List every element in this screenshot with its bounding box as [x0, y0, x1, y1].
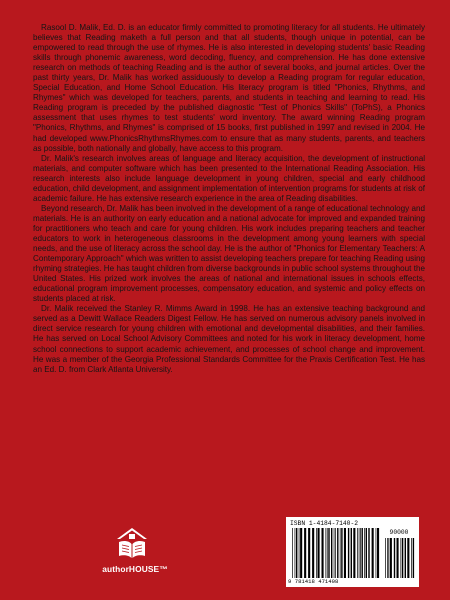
publisher-logo	[90, 527, 180, 577]
ean-digits-text: 9 781418 471408	[288, 578, 339, 585]
isbn-barcode	[286, 517, 419, 587]
ean-barcode-bars	[292, 528, 380, 578]
bio-paragraph: Dr. Malik received the Stanley R. Mimms Award in 1998. He has an extensive teaching background and served as a Dewitt Wallace Readers Digest Fellow. He has served on numerous advisory panels involved in direct service research for young children with emotional and developmental disabilities, and their families. He has served on Local School Advisory Committees and noted for his work in literacy development, home school connections to support academic achievement, and processes of school change and improvement. He was a member of the Georgia Professional Standards Committee for the Praxis Certification Test. He has an Ed. D. from Clark Atlanta University.	[33, 304, 425, 374]
price-barcode-bars	[385, 538, 415, 578]
price-code-text: 90000	[389, 529, 409, 536]
isbn-text: ISBN 1-4184-7140-2	[290, 520, 359, 527]
bio-paragraph: Rasool D. Malik, Ed. D. is an educator firmly committed to promoting literacy for all students. He ultimately believes that Reading maketh a full person and that all students, though unique in potential, can be empowered to read through the use of rhymes. He is also interested in developing students' basic Reading skills through phonemic awareness, word decoding, fluency, and comprehension. He has done extensive research on methods of teaching Reading and is the author of several books, and journal articles. Over the past thirty years, Dr. Malik has worked assiduously to develop a Reading program for regular education, Special Education, and Home School Education. His literacy program is titled "Phonics, Rhythms, and Rhymes" which was developed for teachers, parents, and students in teaching and learning to read. His Reading program is preceded by the published diagnostic "Test of Phonics Skills" (ToPhS), a Phonics assessment that uses rhymes to test students' word inventory. The award winning Reading program "Phonics, Rhythms, and Rhymes" is comprised of 15 books, first published in 1997 and revised in 2004. He had developed www.PhonicsRhythmsRhymes.com to ensure that as many students, parents, and teachers as possible, both nationally and globally, have access to this program.	[33, 23, 425, 153]
publisher-name: authorHOUSE™	[102, 564, 168, 574]
bio-paragraph: Beyond research, Dr. Malik has been involved in the development of a range of educational technology and materials. He is an authority on early education and a national advocate for improved and expanded training for practitioners who teach and care for young children. His work includes preparing teachers and teacher educators to work in heterogeneous classrooms in the development among young learners with special needs, and the use of literacy across the school day. He is the author of "Phonics for Elementary Teachers: A Contemporary Approach" which was written to assist developing teachers prepare for teaching Reading using rhyming strategies. He has taught children from diverse backgrounds in public school systems throughout the United States. His prized work involves the areas of national and international issues in schools effects, educational program improvement processes, compensatory education, and systemic and policy effects on students placed at risk.	[33, 203, 425, 304]
house-book-icon	[114, 527, 150, 561]
author-bio	[33, 23, 425, 375]
bio-paragraph: Dr. Malik's research involves areas of language and literacy acquisition, the development of instructional materials, and computer software which has been presented to the International Reading Association. His research interests also include language development in young children, special and early childhood education, child development, and assignment implementation of intervention programs for students at risk of academic failure. He has extensive research experience in the area of Reading disabilities.	[33, 153, 425, 203]
